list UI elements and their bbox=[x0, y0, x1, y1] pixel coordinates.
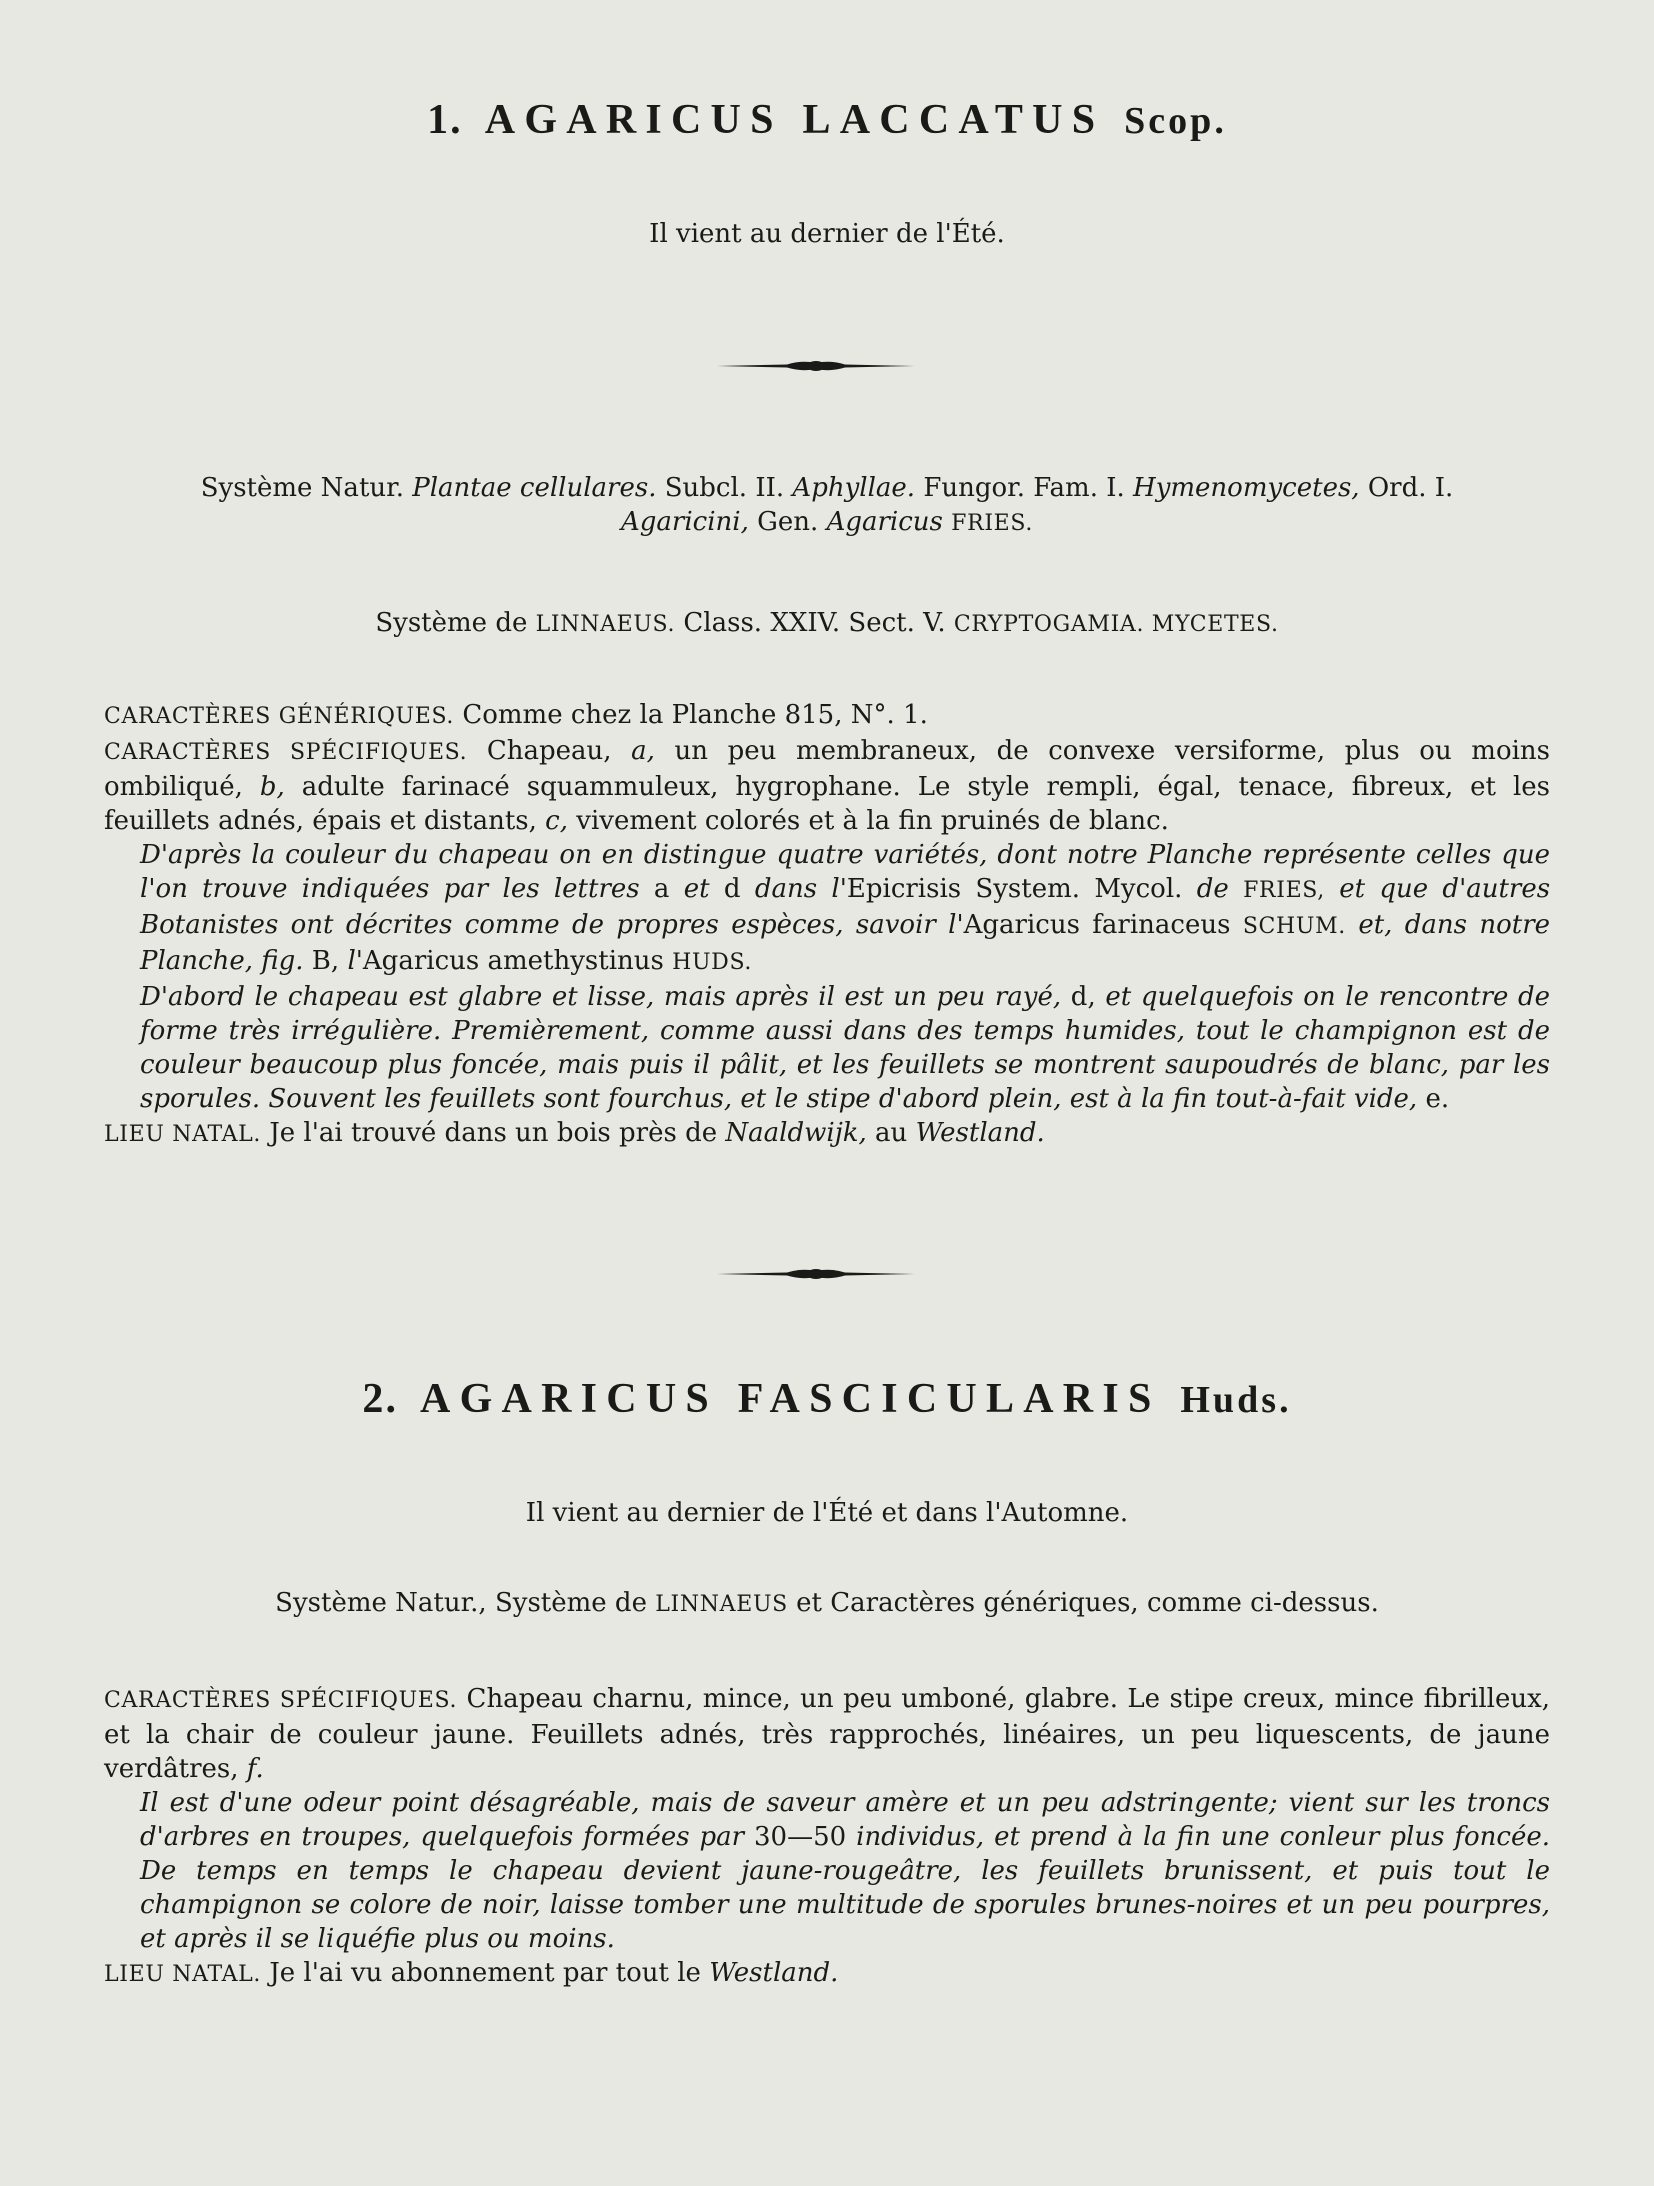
label-specifiques: CARACTÈRES SPÉCIFIQUES. bbox=[104, 1688, 458, 1713]
text-fragment: Aphyllae. bbox=[792, 473, 916, 503]
text-fragment: adulte farinacé squammuleux, hygrophane. Le style rempli, égal, tenace, fibreux, et les feuillets adnés, épais et distants, bbox=[104, 772, 1550, 836]
ornament-divider-2 bbox=[717, 1266, 915, 1282]
systeme-natur-line bbox=[104, 471, 1550, 541]
label-specifiques: CARACTÈRES SPÉCIFIQUES. bbox=[104, 740, 468, 765]
text-fragment: Chapeau charnu, mince, un peu umboné, glabre. Le stipe creux, mince fibrilleux, et la chair de couleur jaune. Feuillets adnés, très rapprochés, linéaires, un peu liquescents, de jaune verdâtres, bbox=[104, 1684, 1551, 1784]
text-fragment: LINNAEUS. bbox=[535, 612, 676, 637]
text-fragment: et bbox=[683, 874, 710, 904]
text-fragment: CRYPTOGAMIA. MYCETES. bbox=[953, 612, 1279, 637]
text-fragment: un peu membraneux, de convexe versiforme, plus ou moins ombiliqué, bbox=[104, 736, 1551, 802]
section-2-specifiques-paragraph bbox=[104, 1682, 1550, 1786]
section-2-author: Huds. bbox=[1180, 1379, 1292, 1421]
section-2-body bbox=[104, 1682, 1550, 1992]
text-fragment: et que d'autres Botanistes ont décrites comme de propres espèces, savoir l' bbox=[140, 874, 1551, 940]
text-fragment: Système de bbox=[375, 608, 528, 638]
text-fragment: Agaricus amethystinus bbox=[362, 946, 664, 976]
text-fragment: Il est d'une odeur point désagréable, mais de saveur amère et un peu adstringente; vient sur les troncs d'arbres en troupes, quelquefois formées par bbox=[140, 1788, 1550, 1852]
text-fragment: de bbox=[1196, 874, 1229, 904]
text-fragment: c, bbox=[545, 806, 568, 836]
text-fragment: Agaricus farinaceus bbox=[963, 910, 1231, 940]
section-1-species: AGARICUS LACCATUS bbox=[484, 97, 1105, 143]
linnaeus-line bbox=[104, 606, 1550, 642]
text-fragment: D'après la couleur du chapeau on en distingue quatre variétés, dont notre Planche représente celles que l'on trouve indiquées par les lettres bbox=[140, 840, 1550, 904]
text-fragment: d, bbox=[1070, 982, 1096, 1012]
text-fragment: Agaricus bbox=[826, 507, 943, 537]
text-fragment: B, bbox=[311, 946, 340, 976]
section-1-number: 1. bbox=[427, 97, 463, 143]
section-2-season: Il vient au dernier de l'Été et dans l'Automne. bbox=[525, 1498, 1129, 1528]
label-lieu-natal: LIEU NATAL. bbox=[104, 1122, 262, 1147]
text-fragment: 30—50 bbox=[754, 1822, 847, 1852]
ornament-divider-1 bbox=[717, 358, 915, 374]
section-1-title bbox=[0, 96, 1654, 144]
text-fragment: Je l'ai vu abonnement par tout le bbox=[269, 1958, 701, 1988]
varieties-paragraph bbox=[104, 838, 1550, 980]
section-2-description-paragraph bbox=[104, 1786, 1550, 1956]
text-fragment: Je l'ai trouvé dans un bois près de bbox=[269, 1118, 718, 1148]
text-fragment: dans l' bbox=[754, 874, 847, 904]
text-fragment: LINNAEUS bbox=[655, 1592, 788, 1617]
section-2-number: 2. bbox=[362, 1376, 399, 1422]
text-fragment: D'abord le chapeau est glabre et lisse, mais après il est un peu rayé, bbox=[140, 982, 1062, 1012]
text-fragment: au bbox=[875, 1118, 908, 1148]
section-1-body bbox=[104, 698, 1550, 1152]
text-fragment: Fungor. Fam. I. bbox=[923, 473, 1125, 503]
label-generiques: CARACTÈRES GÉNÉRIQUES. bbox=[104, 704, 455, 729]
text-fragment: f. bbox=[246, 1754, 264, 1784]
text-fragment: d bbox=[723, 874, 741, 904]
text-fragment: Plantae cellulares. bbox=[412, 473, 657, 503]
text-fragment: a bbox=[653, 874, 670, 904]
text-fragment: Naaldwijk, bbox=[725, 1118, 867, 1148]
text-fragment: HUDS. bbox=[672, 950, 753, 975]
text-fragment: FRIES, bbox=[1243, 878, 1325, 903]
text-fragment: et quelquefois on le rencontre de forme très irrégulière. Premièrement, comme aussi dans des temps humides, tout le champignon est de couleur beaucoup plus foncée, mais puis il pâlit, et les feuillets se montrent saupoudrés de blanc, par les sporules. Souvent les feuillets sont fourchus, et le stipe d'abord plein, est à la fin tout-à-fait vide, bbox=[140, 982, 1551, 1114]
text-fragment: Hymenomycetes, bbox=[1133, 473, 1360, 503]
text-fragment: Chapeau, bbox=[486, 736, 612, 766]
text-fragment: Class. XXIV. Sect. V. bbox=[683, 608, 946, 638]
section-2-species: AGARICUS FASCICULARIS bbox=[420, 1376, 1161, 1422]
text-fragment: a, bbox=[631, 736, 655, 766]
text-fragment: FRIES. bbox=[951, 511, 1033, 536]
section-2-reference-line bbox=[104, 1586, 1550, 1622]
text-fragment: Subcl. II. bbox=[664, 473, 785, 503]
text-fragment: SCHUM. bbox=[1242, 914, 1346, 939]
text-fragment: l' bbox=[347, 946, 363, 976]
label-lieu-natal: LIEU NATAL. bbox=[104, 1962, 262, 1987]
text-fragment: Système Natur., Système de bbox=[275, 1588, 647, 1618]
text-fragment: Epicrisis System. Mycol. bbox=[846, 874, 1183, 904]
lieu-natal-line bbox=[104, 1116, 1550, 1152]
generiques-line bbox=[104, 698, 1550, 734]
text-fragment: et, dans notre Planche, fig. bbox=[140, 910, 1551, 976]
text-fragment: Ord. I. bbox=[1367, 473, 1454, 503]
label-systeme-natur: Système Natur. bbox=[200, 473, 404, 503]
text-fragment: e. bbox=[1425, 1084, 1450, 1114]
text-fragment: Gen. bbox=[757, 507, 819, 537]
section-2-title bbox=[0, 1375, 1654, 1423]
text-fragment: b, bbox=[259, 772, 285, 802]
text-fragment: et Caractères génériques, comme ci-dessus. bbox=[796, 1588, 1379, 1618]
section-2-lieu-natal-line bbox=[104, 1956, 1550, 1992]
text-fragment: Agaricini, bbox=[621, 507, 749, 537]
specifiques-paragraph bbox=[104, 734, 1550, 838]
text-fragment: Westland. bbox=[709, 1958, 839, 1988]
text-fragment: Westland. bbox=[915, 1118, 1045, 1148]
text-fragment: Comme chez la Planche 815, N°. 1. bbox=[462, 700, 928, 730]
text-fragment: individus, et prend à la fin une conleur plus foncée. De temps en temps le chapeau devient jaune-rougeâtre, les feuillets brunissent, et puis tout le champignon se colore de noir, laisse tomber une multitude de sporules brunes-noires et un peu pourpres, et après il se liquéfie plus ou moins. bbox=[140, 1822, 1550, 1954]
section-1-author: Scop. bbox=[1124, 100, 1227, 142]
description-paragraph bbox=[104, 980, 1550, 1116]
text-fragment: vivement colorés et à la fin pruinés de blanc. bbox=[576, 806, 1169, 836]
section-1-season: Il vient au dernier de l'Été. bbox=[649, 219, 1005, 249]
